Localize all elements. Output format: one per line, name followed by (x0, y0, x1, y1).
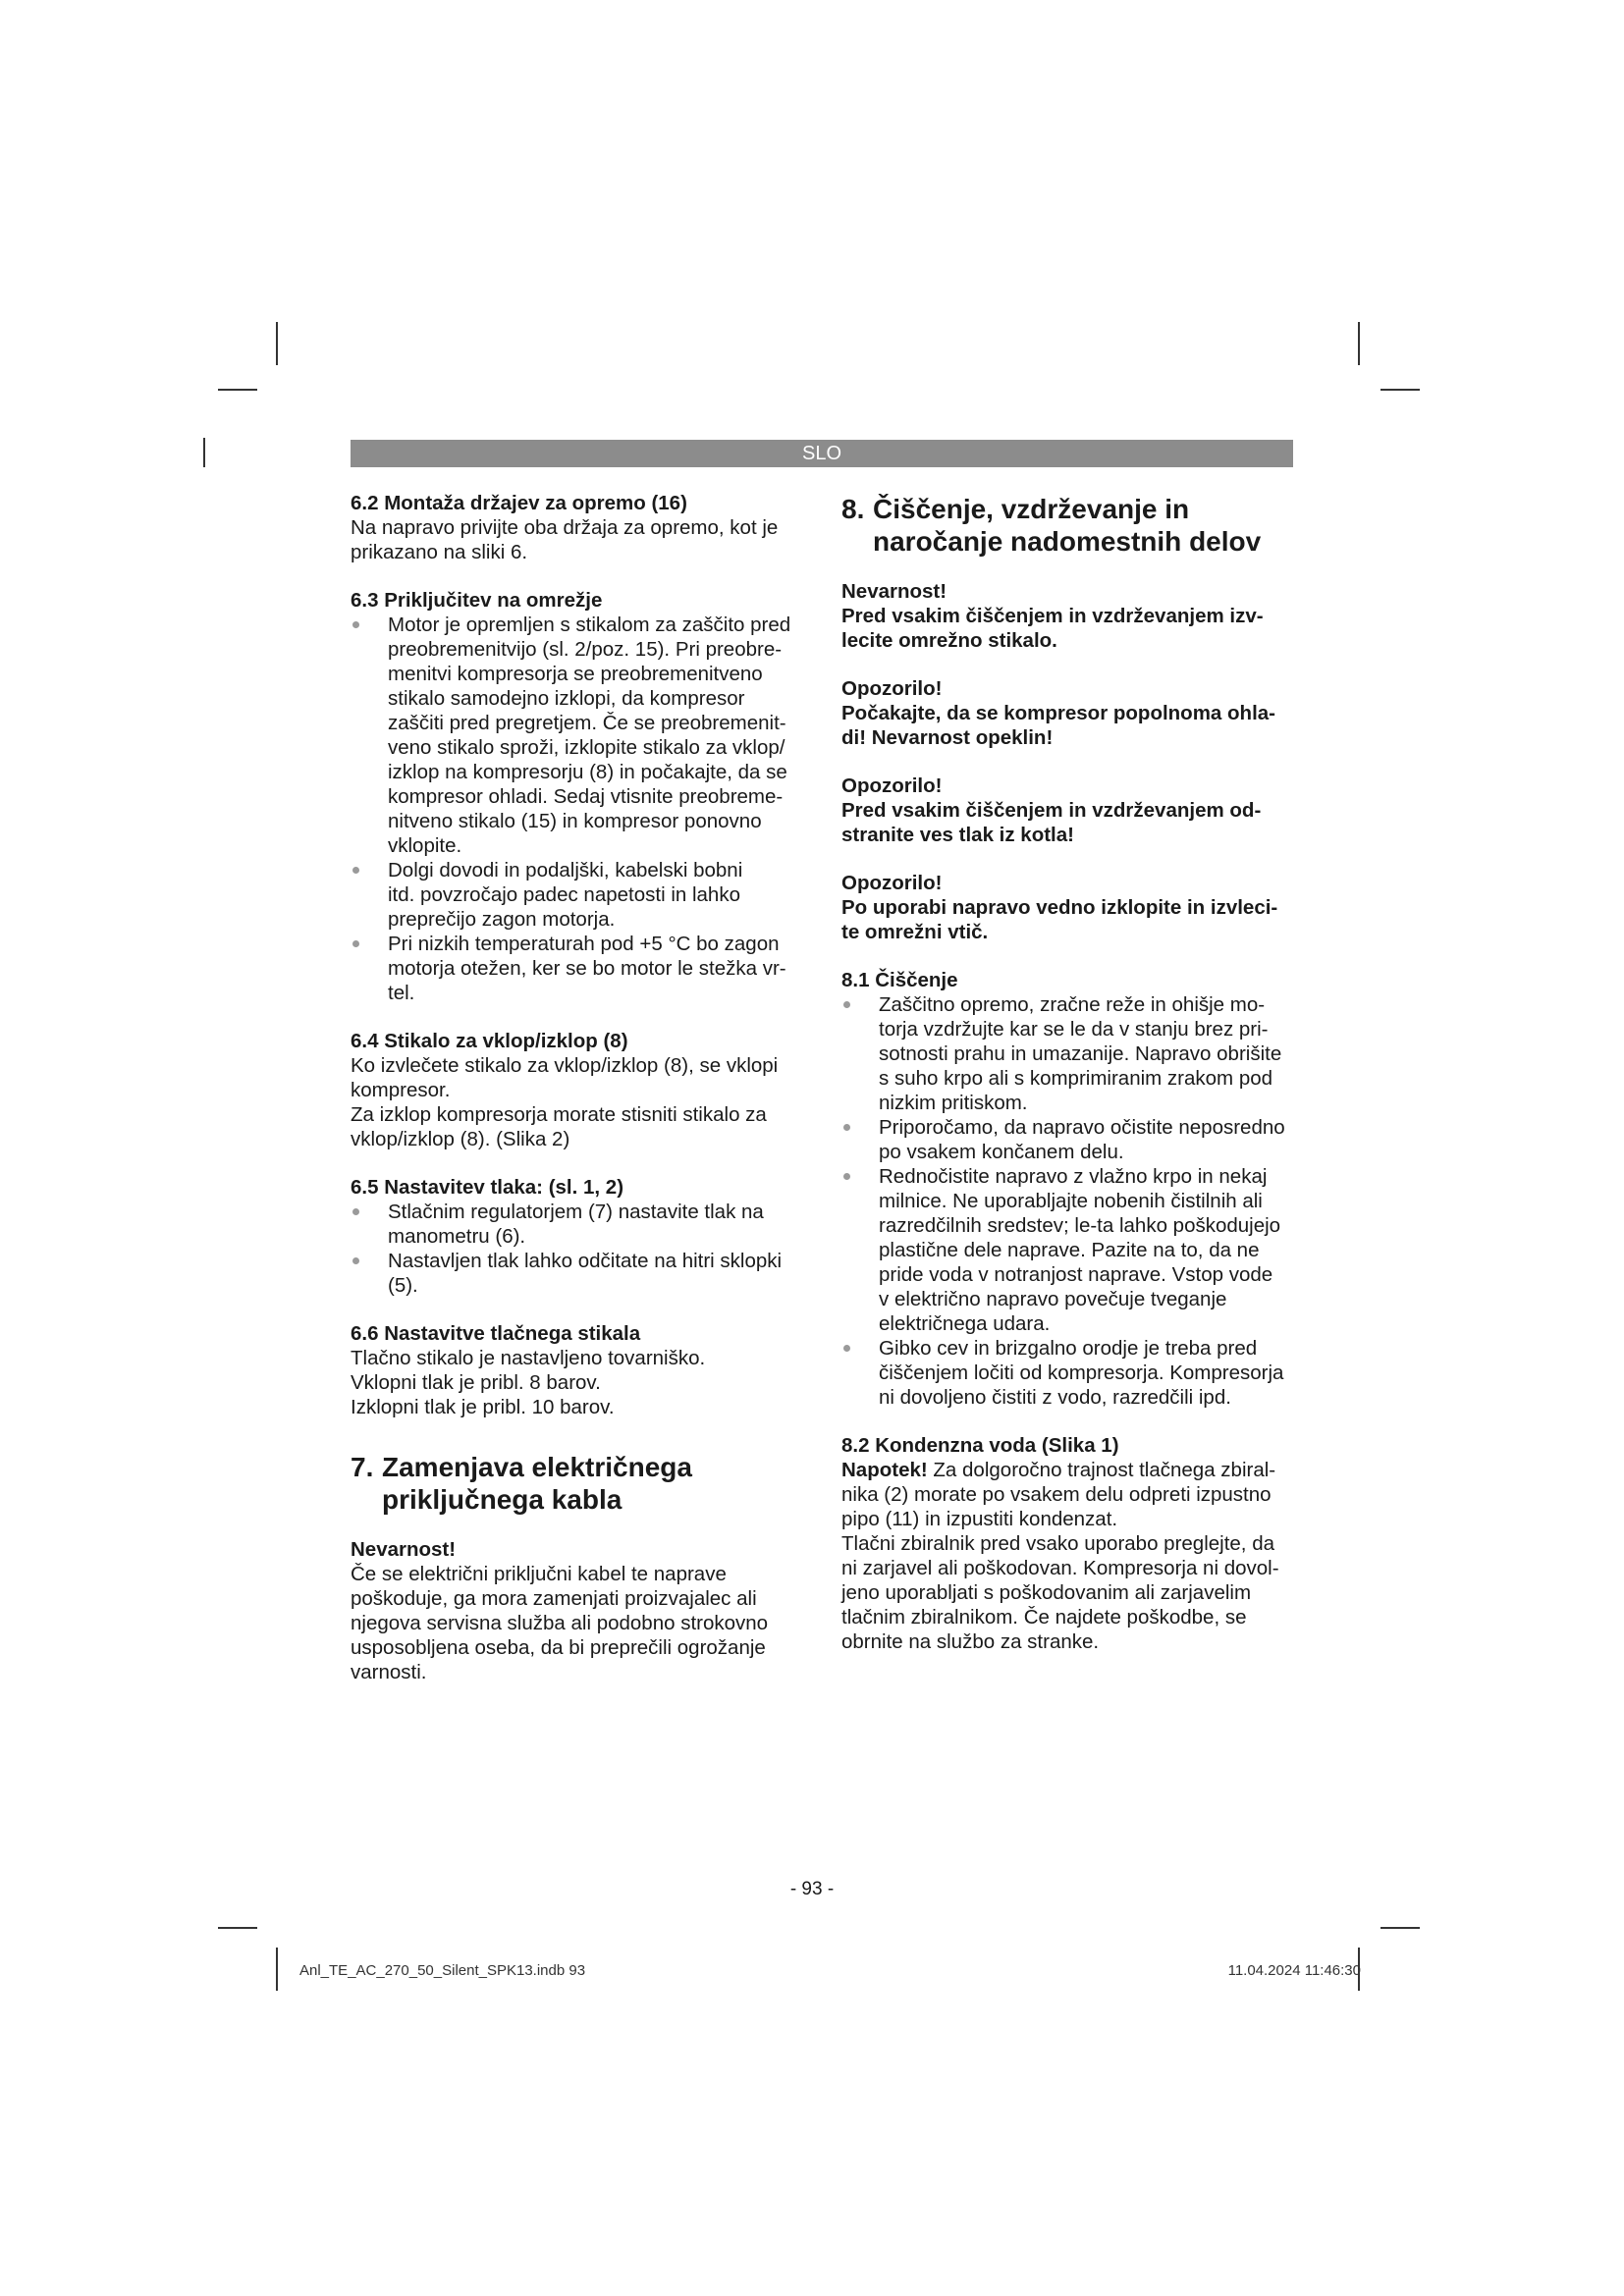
section-text: Na napravo privijte oba držaja za opremo, kot je prikazano na sliki 6. (351, 516, 779, 563)
chapter-number: 8. (841, 494, 865, 524)
section-6-4 (351, 1029, 804, 1151)
language-label: SLO (801, 443, 842, 464)
warning-label: Opozorilo! (841, 677, 943, 700)
section-heading: 6.3 Priključitev na omrežje (351, 589, 603, 612)
warning-text: Pred vsakim čiščenjem in vzdrževanjem izv- lecite omrežno stikalo. (841, 605, 1264, 652)
warning-text: Počakajte, da se kompresor popolnoma ohla- di! Nevarnost opeklin! (841, 702, 1276, 749)
warning-label: Nevarnost! (351, 1538, 457, 1561)
warning-text: Po uporabi napravo vedno izklopite in izvleci- te omrežni vtič. (841, 896, 1278, 943)
section-heading: 6.5 Nastavitev tlaka: (sl. 1, 2) (351, 1176, 624, 1199)
section-text: Ko izvlečete stikalo za vklop/izklop (8), se vklopi kompresor. Za izklop kompresorja morate stisniti stikalo za vklop/izklop (8). (Slika 2) (351, 1054, 779, 1150)
right-column (841, 491, 1295, 1678)
section-text: Tlačno stikalo je nastavljeno tovarniško. Vklopni tlak je pribl. 8 barov. Izklopni tlak je pribl. 10 barov. (351, 1347, 706, 1418)
warning-label: Nevarnost! (841, 580, 947, 603)
crop-mark (1380, 389, 1420, 391)
section-heading: 6.2 Montaža držajev za opremo (16) (351, 492, 687, 514)
chapter-8-title (841, 493, 1295, 558)
bullet-list (841, 992, 1295, 1410)
section-text (841, 1458, 1295, 1531)
warning-label: Opozorilo! (841, 774, 943, 797)
section-6-5 (351, 1175, 804, 1298)
crop-mark (218, 1927, 257, 1929)
footer-datetime: 11.04.2024 11:46:30 (1227, 1962, 1361, 1979)
crop-mark (276, 1948, 278, 1991)
crop-mark (218, 389, 257, 391)
list-item: Rednočistite napravo z vlažno krpo in nekaj milnice. Ne uporabljajte nobenih čistilnih ali razredčilnih sredstev; le-ta lahko poškodujejo plastične dele naprave. Pazite na to, da ne pride voda v notranjost naprave. Vstop vode v električno napravo povečuje tveganje električnega udara. (841, 1164, 1295, 1336)
bullet-list (351, 613, 804, 1005)
bullet-list (351, 1200, 804, 1298)
warning-text: Pred vsakim čiščenjem in vzdrževanjem od- stranite ves tlak iz kotla! (841, 799, 1262, 846)
warning-block (841, 774, 1295, 847)
crop-mark (276, 322, 278, 365)
warning-block (841, 871, 1295, 944)
list-item: Dolgi dovodi in podaljški, kabelski bobni itd. povzročajo padec napetosti in lahko preprečijo zagon motorja. (351, 858, 804, 932)
list-item: Nastavljen tlak lahko odčitate na hitri sklopki (5). (351, 1249, 804, 1298)
section-heading: 6.4 Stikalo za vklop/izklop (8) (351, 1030, 628, 1052)
crop-mark (203, 438, 205, 467)
section-8-1 (841, 968, 1295, 1410)
note-text: Za dolgoročno trajnost tlačnega zbiral- nika (2) morate po vsakem delu odpreti izpustno pipo (11) in izpustiti kondenzat. (841, 1459, 1276, 1530)
crop-mark (1380, 1927, 1420, 1929)
section-6-3 (351, 588, 804, 1005)
footer-file: Anl_TE_AC_270_50_Silent_SPK13.indb 93 (299, 1962, 586, 1979)
list-item: Zaščitno opremo, zračne reže in ohišje mo- torja vzdržujte kar se le da v stanju brez pri- sotnosti prahu in umazanije. Napravo obrišite s suho krpo ali s komprimiranim zrakom pod nizkim pritiskom. (841, 992, 1295, 1115)
chapter-title: Zamenjava električnega priključnega kabla (382, 1452, 692, 1515)
left-column (351, 491, 804, 1708)
warning-block (841, 579, 1295, 653)
section-6-6 (351, 1321, 804, 1419)
list-item: Motor je opremljen s stikalom za zaščito pred preobremenitvijo (sl. 2/poz. 15). Pri preobre- menitvi kompresorja se preobremenitveno stikalo samodejno izklopi, da kompresor zaščiti pred pregretjem. Če se preobremenit- veno stikalo sproži, izklopite stikalo za vklop/ izklop na kompresorju (8) in počakajte, da se kompresor ohladi. Sedaj vtisnite preobreme- nitveno stikalo (15) in kompresor ponovno vklopite. (351, 613, 804, 858)
section-text: Tlačni zbiralnik pred vsako uporabo preglejte, da ni zarjavel ali poškodovan. Kompresorja ni dovol- jeno uporabljati s poškodovanim ali zarjavelim tlačnim zbiralnikom. Če najdete poškodbe, se obrnite na službo za stranke. (841, 1532, 1279, 1653)
section-heading: 8.1 Čiščenje (841, 969, 958, 991)
section-heading: 8.2 Kondenzna voda (Slika 1) (841, 1434, 1119, 1457)
section-7-warning (351, 1537, 804, 1684)
language-header-bar (351, 440, 1293, 467)
warning-text: Če se električni priključni kabel te naprave poškoduje, ga mora zamenjati proizvajalec ali njegova servisna služba ali podobno strokovno usposobljena oseba, da bi preprečili ogrožanje varnosti. (351, 1563, 769, 1683)
chapter-title: Čiščenje, vzdrževanje in naročanje nadomestnih delov (873, 494, 1262, 557)
list-item: Pri nizkih temperaturah pod +5 °C bo zagon motorja otežen, ker se bo motor le stežka vr- tel. (351, 932, 804, 1005)
list-item: Stlačnim regulatorjem (7) nastavite tlak na manometru (6). (351, 1200, 804, 1249)
section-8-2 (841, 1433, 1295, 1654)
warning-label: Opozorilo! (841, 872, 943, 894)
section-6-2 (351, 491, 804, 564)
page-number: - 93 - (789, 1879, 835, 1899)
crop-mark (1358, 322, 1360, 365)
list-item: Gibko cev in brizgalno orodje je treba pred čiščenjem ločiti od kompresorja. Kompresorja ni dovoljeno čistiti z vodo, razredčili ipd. (841, 1336, 1295, 1410)
section-heading: 6.6 Nastavitve tlačnega stikala (351, 1322, 641, 1345)
chapter-7-title (351, 1451, 804, 1516)
note-label: Napotek! (841, 1459, 928, 1481)
list-item: Priporočamo, da napravo očistite neposredno po vsakem končanem delu. (841, 1115, 1295, 1164)
warning-block (841, 676, 1295, 750)
chapter-number: 7. (351, 1452, 374, 1482)
